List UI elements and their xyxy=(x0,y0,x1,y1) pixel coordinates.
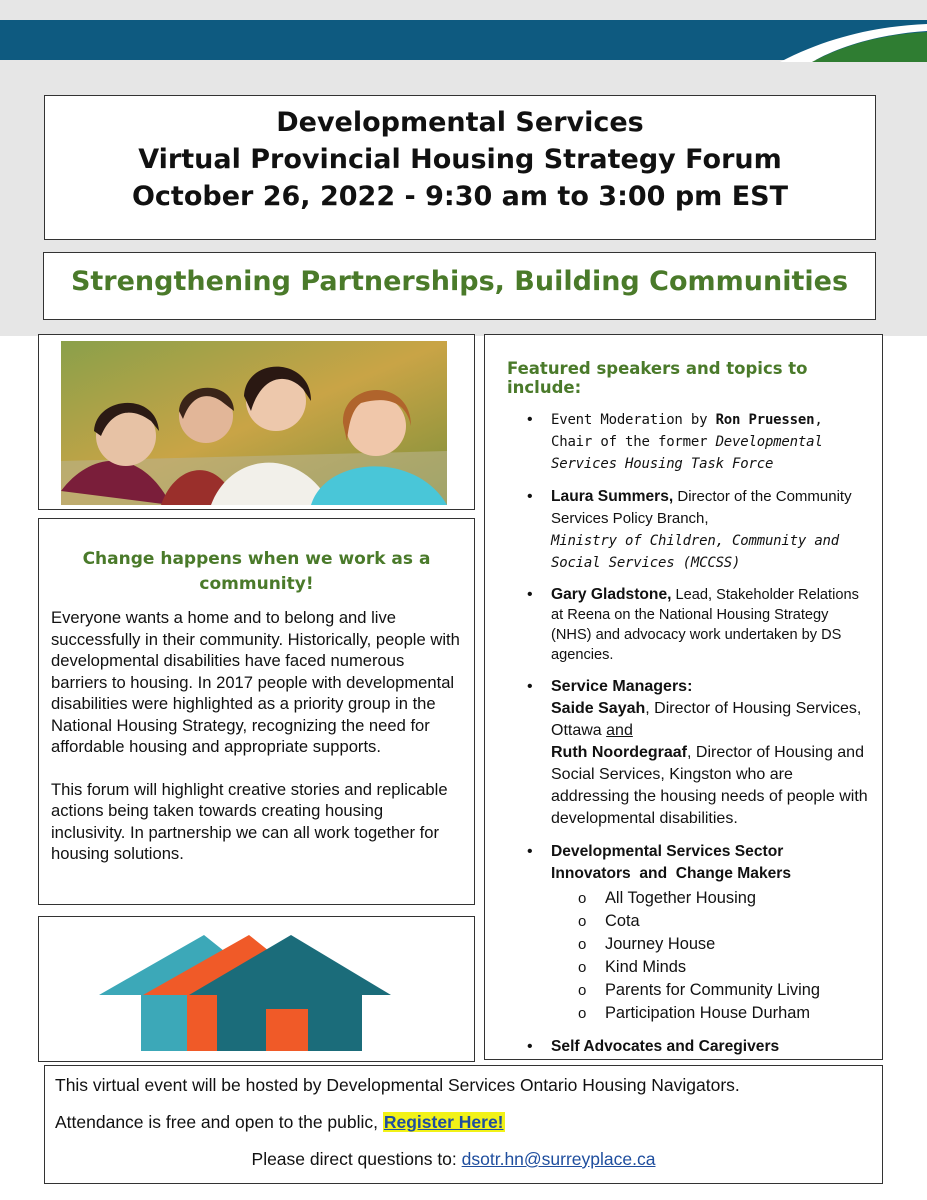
speaker-role-laura: Director of the Community Services Policy Branch, xyxy=(551,488,852,527)
innovators-heading-line-2: Innovators and Change Makers xyxy=(551,865,792,882)
moderation-prefix: Event Moderation by xyxy=(551,412,716,428)
innovator-item: o Parents for Community Living xyxy=(551,979,872,1002)
speaker-name-gary: Gary Gladstone, xyxy=(551,586,672,603)
service-managers-heading: Service Managers: xyxy=(551,678,693,695)
speaker-ministry-laura: Ministry of Children, Community and Social Services (MCCSS) xyxy=(551,533,840,571)
featured-heading: Featured speakers and topics to include: xyxy=(507,359,808,397)
header-banner xyxy=(0,18,927,62)
family-group-photo xyxy=(61,341,447,505)
intro-heading-line-2: community! xyxy=(199,574,314,594)
footer-box xyxy=(44,1065,883,1184)
innovators-heading-line-1: Developmental Services Sector xyxy=(551,843,784,860)
email-link[interactable]: dsotr.hn@surreyplace.ca xyxy=(461,1149,656,1169)
intro-heading xyxy=(71,547,442,597)
speaker-name-laura: Laura Summers, xyxy=(551,488,674,505)
intro-heading-line-1: Change happens when we work as a xyxy=(82,549,431,569)
self-advocates-label: Self Advocates and Caregivers xyxy=(551,1038,780,1055)
houses-icon xyxy=(99,935,391,1051)
speaker-name-ruth: Ruth Noordegraaf xyxy=(551,744,687,761)
speaker-item-moderation xyxy=(507,409,872,475)
intro-paragraph-2: This forum will highlight creative stories and replicable actions being taken towards creating housing inclusivity. In partnership we can all work together for housing solutions. xyxy=(51,779,448,863)
intro-paragraph-1: Everyone wants a home and to belong and live successfully in their community. Historically, people with developmental disabilities have faced numerous barriers to housing. In 2017 people with developmental disabilities were highlighted as a priority group in the National Housing Strategy, recognizing the need for affordable housing and appropriate supports. xyxy=(51,608,460,756)
questions-text: Please direct questions to: xyxy=(251,1149,462,1169)
title-line-1: Developmental Services xyxy=(276,107,644,138)
title-line-2: Virtual Provincial Housing Strategy Forum xyxy=(138,144,782,175)
moderator-comma: , xyxy=(814,412,823,428)
moderator-task-force: Developmental Services Housing Task Force xyxy=(551,434,823,472)
speaker-name-saide: Saide Sayah xyxy=(551,700,646,717)
innovator-item: o Kind Minds xyxy=(551,956,872,979)
featured-speakers-box xyxy=(484,334,883,1060)
footer-hosted-by: This virtual event will be hosted by Developmental Services Ontario Housing Navigators. xyxy=(55,1075,740,1095)
subtitle-box xyxy=(43,252,876,320)
banner-blue-band xyxy=(0,20,927,60)
innovator-item: o Cota xyxy=(551,910,872,933)
speaker-item-innovators xyxy=(507,841,872,1025)
footer-questions xyxy=(25,1148,882,1171)
intro-box xyxy=(38,518,475,905)
title-box xyxy=(44,95,876,240)
title-line-3: October 26, 2022 - 9:30 am to 3:00 pm EST xyxy=(131,181,789,212)
speaker-item-laura-summers xyxy=(507,486,872,574)
attendance-text: Attendance is free and open to the public, xyxy=(55,1112,383,1132)
footer-attendance xyxy=(55,1111,882,1134)
speaker-role-ruth: , Director of Housing and Social Services, Kingston who are addressing the housing needs of people with developmental disabilities. xyxy=(551,744,868,827)
speaker-item-gary-gladstone xyxy=(507,585,872,665)
subtitle: Strengthening Partnerships, Building Communities xyxy=(70,266,849,297)
speaker-role-gary: Lead, Stakeholder Relations at Reena on the National Housing Strategy (NHS) and advocacy work undertaken by DS agencies. xyxy=(551,587,859,663)
house-door xyxy=(266,1009,308,1051)
and-connector: and xyxy=(606,722,633,739)
speakers-list xyxy=(507,409,872,1058)
house-graphic-box xyxy=(38,916,475,1062)
innovator-item: o All Together Housing xyxy=(551,887,872,910)
moderator-name: Ron Pruessen xyxy=(715,412,815,428)
photo-box xyxy=(38,334,475,510)
register-link[interactable]: Register Here! xyxy=(383,1112,504,1132)
innovator-item: o Participation House Durham xyxy=(551,1002,872,1025)
innovator-item: o Journey House xyxy=(551,933,872,956)
moderator-role: Chair of the former xyxy=(551,434,716,450)
speaker-item-service-managers xyxy=(507,676,872,830)
speaker-role-saide: , Director of Housing Services, Ottawa xyxy=(551,700,862,739)
innovators-list xyxy=(551,887,872,1025)
speaker-item-self-advocates xyxy=(507,1036,872,1058)
